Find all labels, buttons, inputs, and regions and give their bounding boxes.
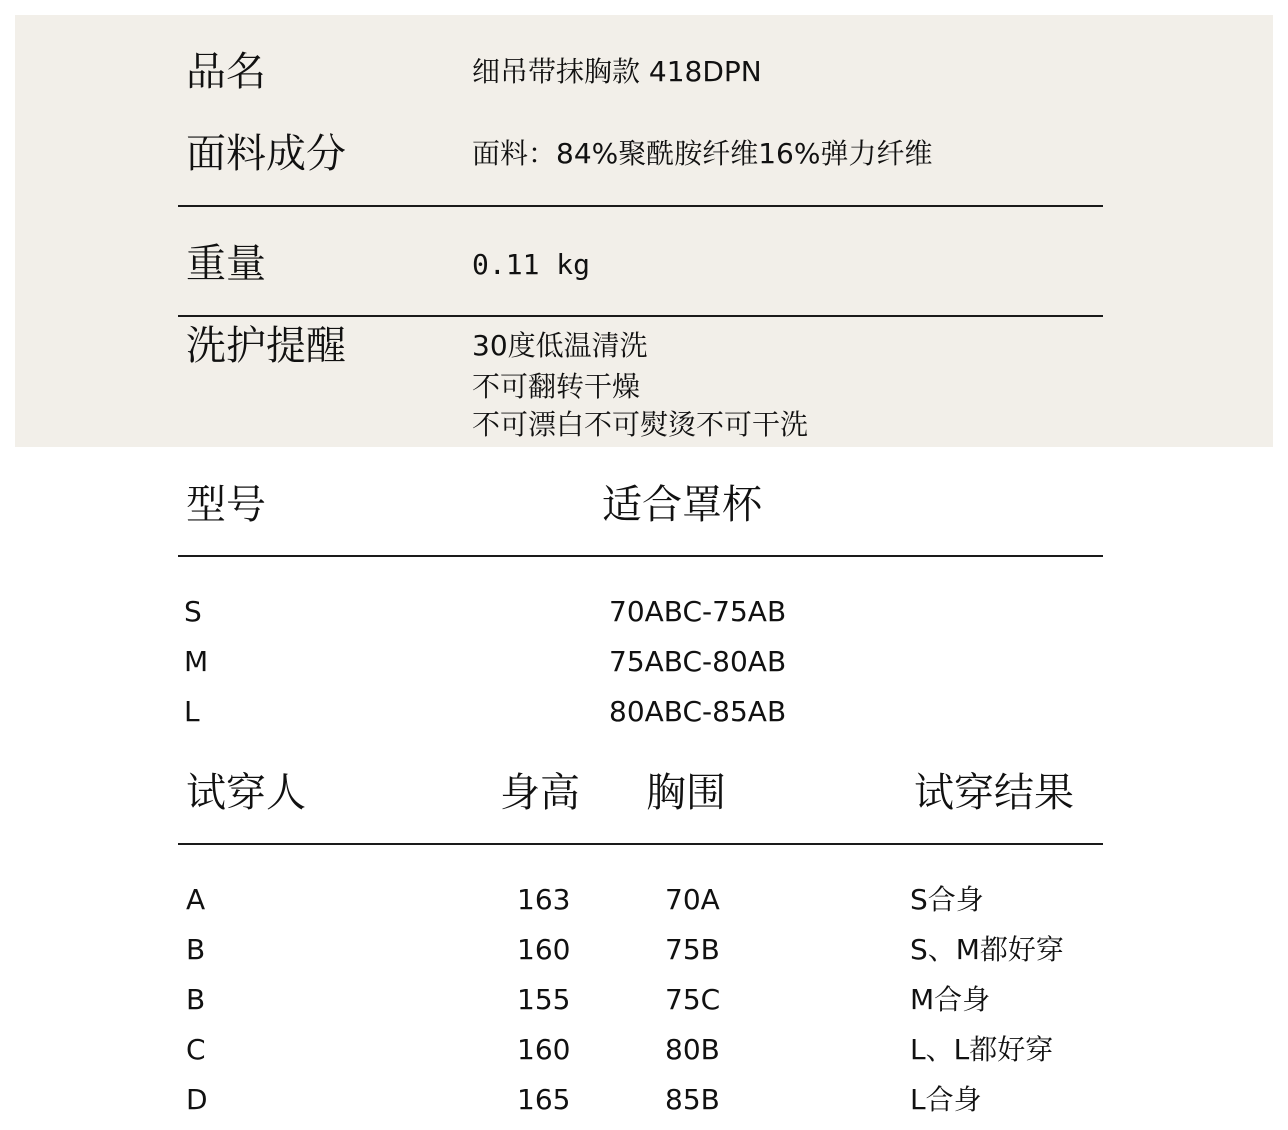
divider [178,555,1103,557]
trial-result-cell: L、L都好穿 [910,1033,1054,1066]
size-cell: S [184,595,202,628]
divider [178,843,1103,845]
trial-result-cell: S合身 [910,883,984,916]
weight-label: 重量 [186,241,266,287]
product-name-value: 细吊带抹胸款 418DPN [472,55,762,88]
cup-cell: 80ABC-85AB [609,695,787,728]
trial-height-cell: 163 [517,883,571,916]
trial-result-cell: M合身 [910,983,991,1016]
size-header: 型号 [186,482,266,528]
divider [178,205,1103,207]
cup-header: 适合罩杯 [602,482,762,528]
trial-bust-cell: 70A [665,883,720,916]
trial-bust-header: 胸围 [646,770,726,816]
care-line: 不可翻转干燥 [472,370,641,403]
care-instructions [472,325,808,443]
trial-person-cell: A [186,883,206,916]
care-line: 不可漂白不可熨烫不可干洗 [472,408,809,441]
trial-bust-cell: 85B [665,1083,720,1116]
trial-height-cell: 155 [517,983,571,1016]
trial-bust-cell: 80B [665,1033,720,1066]
cup-cell: 75ABC-80AB [609,645,787,678]
trial-height-cell: 160 [517,933,571,966]
trial-person-cell: B [186,933,206,966]
fabric-label: 面料成分 [186,131,346,177]
cup-cell: 70ABC-75AB [609,595,787,628]
trial-result-cell: L合身 [910,1083,982,1116]
care-label: 洗护提醒 [186,323,346,369]
fabric-value: 面料：84%聚酰胺纤维16%弹力纤维 [472,137,933,170]
trial-bust-cell: 75C [665,983,721,1016]
trial-result-cell: S、M都好穿 [910,933,1064,966]
trial-height-cell: 160 [517,1033,571,1066]
weight-value: 0.11 kg [472,248,591,281]
trial-person-header: 试穿人 [186,770,306,816]
trial-bust-cell: 75B [665,933,720,966]
trial-height-cell: 165 [517,1083,571,1116]
size-cell: M [184,645,209,678]
trial-person-cell: B [186,983,206,1016]
trial-height-header: 身高 [500,770,580,816]
divider [178,315,1103,317]
size-cell: L [184,695,200,728]
product-name-label: 品名 [186,49,266,95]
trial-person-cell: C [186,1033,206,1066]
care-line: 30度低温清洗 [472,329,648,362]
trial-result-header: 试穿结果 [914,770,1074,816]
trial-person-cell: D [186,1083,208,1116]
